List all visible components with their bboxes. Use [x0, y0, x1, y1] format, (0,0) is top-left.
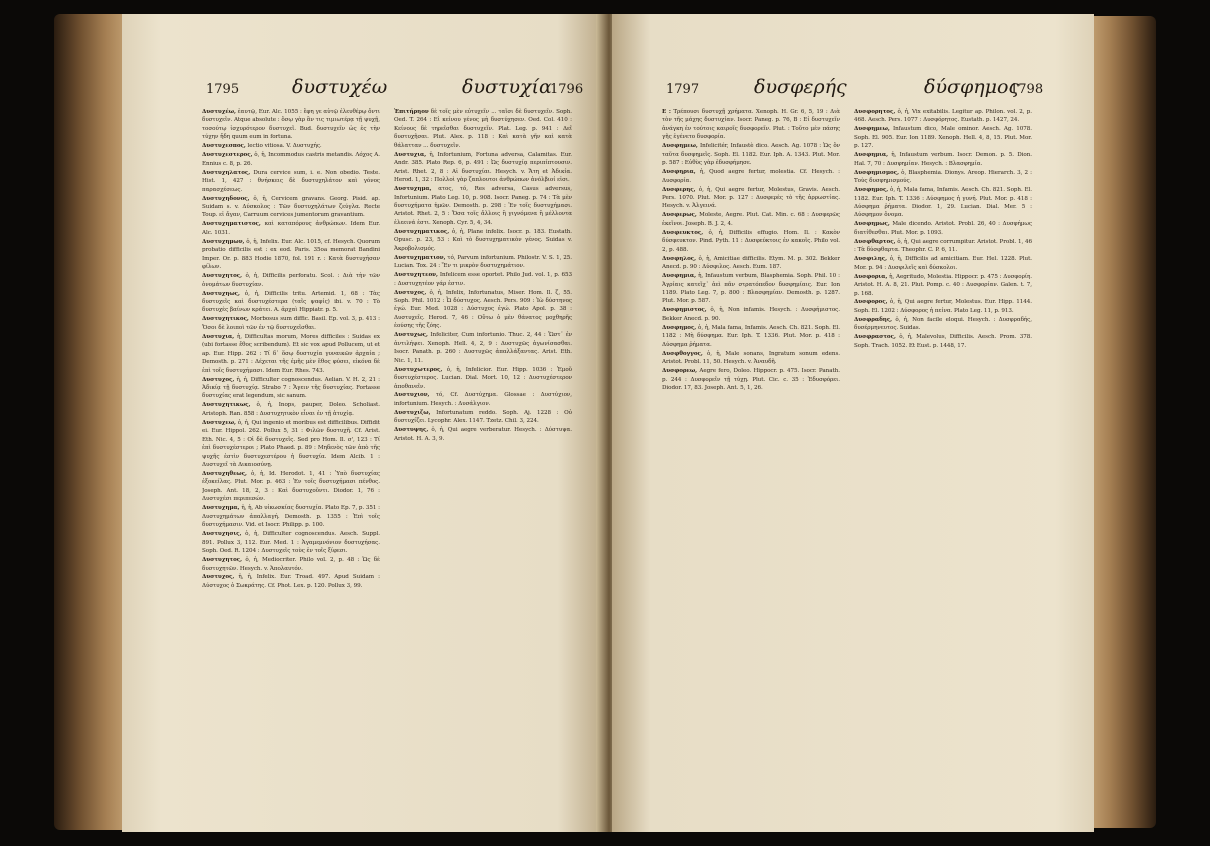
left-page-columns [202, 108, 578, 798]
dictionary-entry [202, 290, 380, 315]
dictionary-entry [662, 211, 840, 228]
entry-lemma: Δυστυχηλατος, [202, 169, 251, 176]
entry-lemma: Δυσφθογγος, [662, 350, 703, 357]
dictionary-entry [202, 556, 380, 573]
dictionary-column [202, 108, 380, 798]
entry-lemma: Δυστυχηματικος, [394, 228, 450, 235]
entry-text: Infelicem esse oportet. Philo Jud. vol. 1, p. 653 : Δυστυχητέον γάρ ἐστιν. [394, 272, 572, 287]
entry-text: Infelicitér, Infaustè dico. Aesch. Ag. 1078 : Ὡς ὃν ταῦτα δυσφημεῖς. Soph. El. 1182. Eur. Iph. A. 1343. Plut. Mor. p. 587 : Εὐθὺς γὰρ ἐδυσφήμησε. [662, 143, 840, 167]
dictionary-entry [662, 142, 840, 167]
entry-text: ὁ, ἡ, Difficilis ad amicitiam. Eur. Hel. 1228. Plut. Mor. p. 94 : Δυσφιλεῖς καὶ δύσκολοι. [854, 256, 1032, 271]
entry-text: ἡ, Aegritudo, Molestia. Hippocr. p. 475 : Δυσφορίη. Aristot. H. A. 8, 21. Plut. Pomp. c. 40 : Δυσφορίαν. Galen. t. 7, p. 168. [854, 273, 1032, 297]
running-headword: δυστυχέω [292, 76, 388, 98]
entry-text: ατος, τό, Res adversa, Casus adversus, Infortunium. Plato Leg. 10, p. 908. Isocr. Paneg. p. 74 : Τὰ μὲν δυστυχήματα ἡμῶν. Demosth. p. 298 : Ἐν τοῖς δυστυχήμασι. Aristot. Rhet. 2, 5 : Ὅσα τοῖς ἄλλοις ἢ γιγνόμενα ἢ μέλλοντα ἐλεεινά ἐστι. Xenoph. Cyr. 5, 4, 34. [394, 186, 572, 226]
dictionary-column [394, 108, 572, 798]
dictionary-entry [854, 273, 1032, 298]
entry-lemma: Δυσφημεω, [662, 143, 698, 150]
dictionary-entry [662, 255, 840, 272]
running-headword: δυστυχία [462, 76, 552, 98]
dictionary-entry [202, 504, 380, 529]
entry-text: Infeliciter, Cum infortunio. Thuc. 2, 44 : Ὥστ᾽ ἐν ἀντιλήψει. Xenoph. Hell. 4, 2, 9 : Δυστυχῶς ἀγωνίσασθαι. Isocr. Panath. p. 260 : Δυστυχῶς ἀπαλλάξαντας. Arist. Eth. Nic. 1, 11. [394, 332, 572, 364]
entry-lemma: Δυσφημος, [662, 324, 697, 331]
entry-text: ὁ, ἡ, Non facile eloqui. Hesych. : Δυσφραδής, δυσέρμηνευτος. Suidas. [854, 316, 1032, 332]
dictionary-entry [394, 108, 572, 150]
entry-lemma: Δυστυχια, [202, 333, 235, 340]
entry-lemma: Δυσφημιστος, [662, 307, 707, 314]
dictionary-entry [854, 238, 1032, 255]
entry-text: lectio vitiosa. V. Δυστυχής. [245, 143, 322, 150]
dictionary-entry [202, 333, 380, 375]
entry-text: καὶ καταπόρους ἀνθρώπων. Idem Eur. Alc. 1031. [202, 221, 380, 236]
right-page-columns [662, 108, 1064, 798]
entry-text: Male dicendo. Aristot. Probl. 26, 40 : Δυσφήμως διατίθεσθαι. Plut. Mor. p. 1093. [854, 221, 1032, 236]
dictionary-entry [854, 220, 1032, 237]
entry-text: ὁ, ἡ, Mala fama, Infamis. Aesch. Ch. 821. Soph. El. 1182 : Μὴ δύσφημα. Eur. Iph. T. 1336. Plut. Mor. p. 418 : Δύσφημα ῥήματα. [662, 324, 840, 348]
entry-lemma: Δυσφορεω, [662, 368, 698, 375]
entry-text: ὁ, ἡ, Difficilis effugio. Hom. Il. : Κακὸν δύσφευκτον. Pind. Pyth. 11 : Δυσφεύκτοις ἐν κακοῖς. Philo vol. 2, p. 488. [662, 229, 840, 253]
dictionary-entry [202, 142, 380, 150]
dictionary-entry [854, 186, 1032, 220]
entry-text: τό, Parvum infortunium. Philostr. V. S. 1, 25. Lucian. Tox. 24 : Ἕν τι μικρὸν δυστυχημάτιον. [394, 254, 572, 270]
dictionary-entry [202, 220, 380, 237]
entry-lemma: Δυστυχητος, [202, 557, 243, 564]
entry-text: ὁ, ἡ, Infelicior. Eur. Hipp. 1036 : Ἐμοῦ δυστυχέστερος. Lucian. Dial. Mort. 10, 12 : Δυστυχέστερον ἀποθανεῖν. [394, 366, 572, 390]
right-page [612, 14, 1094, 832]
left-page-header [122, 76, 606, 100]
dictionary-entry [202, 530, 380, 555]
dictionary-entry [202, 419, 380, 470]
entry-lemma: Ἐπιτήρηον [394, 109, 429, 115]
entry-text: Infortunatum reddo. Soph. Aj. 1228 : Οὐ δυστυχίζει. Lycophr. Alex. 1147. Tzetz. Chil. 3, 224. [394, 409, 572, 425]
dictionary-entry [202, 401, 380, 418]
entry-text: ὁ, ἡ, Non infamis. Hesych. : Δυσφήμιστος. Bekker Anecd. p. 90. [662, 307, 840, 322]
entry-lemma: Δυστυχιον, [394, 392, 430, 399]
dictionary-entry [662, 186, 840, 211]
entry-text: ὁ, Blasphemia. Dionys. Areop. Hierarch. 3, 2 : Τοὺς δυσφημισμούς. [854, 169, 1032, 185]
entry-text: ἑαυτῷ, Eur. Alc. 1055 : ἔφη γε αὐτῷ ἐλευθέρῳ ὄντι δυστυχεῖν. Atque absolute : ὅσῳ γὰρ ἂν τις τιμιωτέρᾳ τῇ ψυχῇ, τοσούτῳ ἰσχυρότερον δυστυχεῖ. Bud. δυστυχεῖν ὡς ἐς τὴν τύχην ἤδη quum eum in fortuna. [202, 109, 380, 141]
entry-text: ὁ, ἡ, Inops, pauper, Doleo. Scholiast. Aristoph. Ran. 858 : Δυστυχητικὸν εἶναι ἐν τῇ ἀτυχίᾳ. [202, 402, 380, 417]
book-edge-left [54, 14, 128, 830]
entry-text: Moleste, Aegre. Plut. Cat. Min. c. 68 : Δυσφερῶς ἐκεῖνοι. Joseph. B. J. 2, 4. [662, 212, 840, 227]
entry-lemma: Δυσφημια, [662, 273, 697, 280]
dictionary-entry [202, 272, 380, 289]
dictionary-entry [662, 324, 840, 349]
running-headword: δυσφερής [754, 76, 847, 98]
dictionary-entry [394, 391, 572, 408]
left-page [122, 14, 606, 832]
entry-lemma: Δυσφευκτος, [662, 229, 704, 236]
dictionary-entry [854, 169, 1032, 186]
book-edge-right [1090, 16, 1156, 828]
dictionary-entry [854, 255, 1032, 272]
dictionary-entry [662, 367, 840, 392]
right-page-header [612, 76, 1094, 100]
dictionary-entry [394, 289, 572, 331]
dictionary-column [854, 108, 1032, 798]
dictionary-entry [202, 238, 380, 272]
entry-lemma: Δυστυχηως, [202, 290, 240, 297]
entry-lemma: Δυστυχηδονος, [202, 195, 250, 202]
entry-lemma: Δυστυχέω, [202, 109, 236, 115]
entry-lemma: Δυστυχηθεως, [202, 471, 247, 478]
page-number: 1795 [206, 82, 240, 97]
entry-lemma: Δυσφημως, [854, 221, 890, 228]
entry-lemma: Δυσφραδης, [854, 316, 893, 323]
dictionary-column [662, 108, 840, 798]
dictionary-entry [394, 151, 572, 185]
entry-lemma: Δυστυχεω, [202, 419, 236, 426]
entry-text: ἡ, ἡ, Ab υἱκωσκίας δυστυχία. Plato Ep. 7, p. 351 : Δυστυχημάτων ἀπαλλαγή. Demosth. p. 1355 : Ἐπὶ τοῖς δυστυχήμασιν. Vid. et Isocr. Philipp. p. 100. [202, 505, 380, 529]
dictionary-entry [202, 376, 380, 401]
entry-lemma: Δυσφορητος, [854, 109, 896, 115]
entry-text: ὁ, ἡ, Incommodus castris metandis. Λόχος A. Ennius c. 8, p. 26. [202, 152, 380, 167]
dictionary-entry [394, 254, 572, 271]
entry-text: ἡ, Quod aegre fertur, molestia. Cf. Hesych. : Δυσφορία. [662, 169, 840, 184]
dictionary-entry [202, 470, 380, 504]
entry-text: ὁ, ἡ, Cervicem gravans. Georg. Pisid. ap. Suidam s. v. Δύσκολος : Τῶν δυστυχηλάτων ζεύγλα. Recte Toup. εἰ ἄγαν, Carruum cervices jumentorum gravantium. [202, 195, 380, 219]
entry-lemma: Δυσφορια, [854, 273, 888, 280]
entry-lemma: Δυστυχημα, [202, 505, 240, 512]
entry-lemma: Δυσφηλος, [662, 255, 697, 262]
dictionary-entry [202, 195, 380, 220]
entry-lemma: Δυστυχος, [394, 289, 427, 296]
entry-text: Dura cervice sum, i. e. Non obedio. Teste. Hist. 1, 427 : θνήσκεις δὲ δυστυχηλάτον καὶ γόνος παρασχέσεως. [202, 169, 380, 193]
entry-text: ἡ, Infaustum verbum. Isocr. Demon. p. 5. Dion. Hal. 7, 70 : Δυσφημίαν. Hesych. : Βλασφημία. [854, 152, 1032, 167]
entry-lemma: Δυστυχητος, [202, 273, 243, 280]
entry-lemma: Δυσφορος, [854, 299, 888, 306]
entry-lemma: Δυστυχιζω, [394, 409, 431, 416]
entry-lemma: Ε : [662, 109, 671, 115]
dictionary-entry [662, 272, 840, 306]
dictionary-entry [662, 229, 840, 254]
dictionary-entry [202, 169, 380, 194]
entry-lemma: Δυσφθαρτος, [854, 238, 896, 245]
entry-text: ἡ, ἡ, Difficulter cognoscendus. Aelian. V. H. 2, 21 : Ἀδικίᾳ τῇ δυστυχίᾳ. Strabo 7 : Ἄγειν τῆς δυστυχίας. Fortasse δυστυχίας erat legendum, sic sanum. [202, 376, 380, 400]
dictionary-entry [394, 426, 572, 443]
entry-text: Morbosus sum diffic. Basil. Ep. vol. 3, p. 413 : Ὅσοι δὲ λοιποὶ τῶν ἐν τῷ δυστυχεῖσθαι. [202, 316, 380, 331]
dictionary-entry [854, 108, 1032, 125]
entry-text: ὁ, ἡ, Amicitiae difficilis. Etym. M. p. 302. Bekker Anecd. p. 90 : Δύσφιλος. Aesch. Eum. 187. [662, 255, 840, 271]
entry-lemma: Δυστυχημα, [394, 186, 432, 193]
entry-lemma: Δυστυχηματιστος, [202, 221, 261, 228]
entry-lemma: Δυσφραστος, [854, 334, 896, 341]
dictionary-entry [662, 168, 840, 185]
entry-text: ἡ, Infaustum verbum, Blasphemia. Soph. Phil. 10 : Ἀγρίαις κατεῖχ᾽ ἀεὶ πᾶν στρατόπεδον δυσφημίαις. Eur. Ion 1189. Plato Leg. 7, p. 800 : Βλασφημίαν. Demosth. p. 1287. Plut. Mor. p. 587. [662, 273, 840, 305]
entry-lemma: Δυσφημισμος, [854, 169, 899, 176]
dictionary-entry [854, 316, 1032, 333]
dictionary-entry [662, 108, 840, 142]
entry-text: Infaustum dico, Male ominor. Aesch. Ag. 1078. Soph. El. 905. Eur. Ion 1189. Xenoph. Hell. 4, 8, 15. Plut. Mor. p. 127. [854, 126, 1032, 150]
entry-text: ὁ, ἡ, Qui aegre verberatur. Hesych. : Δύστυψα. Aristot. H. A. 3, 9. [394, 427, 572, 442]
dictionary-entry [394, 409, 572, 426]
page-number: 1798 [1010, 82, 1044, 97]
dictionary-entry [394, 331, 572, 365]
entry-text: Τρέπουσι δυστυχῇ χρήματα. Xenoph. H. Gr. 6, 5, 19 : Διὰ τὸν τῆς μάχης δυστυχίαν. Isocr. Paneg. p. 76, B : Εἰ δυστυχεῖν ἀνάγκη ἐν τούτοις καιροῖς δυσφορεῖν. Plut. : Τοῦτο μὲν πάσης γῆς ἐγένετο δυσφορία. [662, 109, 840, 141]
entry-lemma: Δυσφιλης, [854, 256, 888, 263]
dictionary-entry [394, 366, 572, 391]
entry-text: δὲ τοῖς μὲν εὐτυχεῖν ... ταῖσι δὲ δυστυχεῖν. Soph. Oed. T. 264 : Εἰ κείνου γένος μὴ δυστύχησεν. Oed. Col. 410 : Κείνους δὲ τηρεῖσθαι δυστυχεῖν. Plat. Leg. p. 941 : Δεῖ δυστυχῆσαι. Plut. Alex. p. 118 : Καὶ κατὰ γῆν καὶ κατὰ θάλατταν ... δυστυχεῖν. [394, 109, 572, 149]
entry-text: ὁ, ἡ, Mala fama, Infamis. Aesch. Ch. 821. Soph. El. 1182. Eur. Iph. T. 1336 : Δύσφημος ἡ γυνή. Plut. Mor. p. 418 : Δύσφημα ῥήματα. Diodor. 1, 29. Lucian. Dial. Mer. 5 : Δύσφημον ὄνομα. [854, 187, 1032, 219]
entry-text: ὁ, ἡ, Infelix. Eur. Alc. 1015, cf. Hesych. Quorum probatio difficilis est : ex eod. Paris. 35oa memorat Bandini Imper. Or. p. 883 Hodie 1870, fol. 191 r. : Κατὰ δυστυχήσαν φίλων. [202, 238, 380, 271]
dictionary-entry [854, 125, 1032, 150]
entry-lemma: Δυστυχηματιον, [394, 254, 446, 261]
entry-lemma: Δυστυχητικος, [202, 316, 249, 323]
entry-lemma: Δυστυχητεον, [394, 272, 438, 279]
entry-text: ὁ, ἡ, Qui ingenio et moribus est difficilibus. Diffidit ei. Eur. Hippol. 262. Pollux 5, 31 : Φιλῶν δυστυχῆ. Cf. Arist. Eth. Nic. 4, 5 : Οἱ δὲ δυστυχεῖς. Sed pro Hom. Il. σ', 123 : Τί ἐπὶ δυστυχέστεροι ; Plato Phaed. p. 89 : Μηδενὸς τῶν ἀπὸ τῆς ψυχῆς ἐστὶν δυστυχεστέρου ἡ δυστυχία. Idem Alcib. 1 : Δυστυχεῖ τὰ Δικαιοσύνῃ. [202, 419, 380, 469]
entry-text: ὁ, ἡ, Difficilis perforatu. Scol. : Διὰ τὴν τῶν ὀνομάτων δυστυχίαν. [202, 273, 380, 288]
entry-lemma: Δυσφηρια, [662, 169, 696, 176]
entry-lemma: Δυστυχος, [202, 574, 235, 581]
entry-text: ὁ, ἡ, Plane infelix. Isocr. p. 183. Eustath. Opusc. p. 23, 53 : Καὶ τὸ δυστυχηματικὸν γένος. Suidas v. Ἀκροβολισμός. [394, 228, 572, 252]
dictionary-entry [662, 306, 840, 323]
entry-lemma: Δυστυχημων, [202, 238, 245, 245]
entry-lemma: Δυσφημια, [854, 152, 889, 159]
entry-text: ὁ, ἡ, Male sonans, Ingratum sonum edens. Aristot. Probl. 11, 50. Hesych. v. Ἀναυδῆ. [662, 350, 840, 366]
entry-text: ἡ, Difficultas morum, Mores difficiles : Suidas ex (ubi fortasse ἔθος scribendum). Et sic vox apud Pollucem, ut et ap. Eur. Hipp. 262 : Τί δ᾽ ὅσῳ δυστυχία γυναικῶν ἀρχαία ; Demosth. p. 271 : Δέχεται τῆς ἐμῆς μὲν ἔθος φύσει, εἰκόνα δὲ ἐπὶ τοῖς δυστυχήμασι. Idem Eur. Rhes. 743. [202, 333, 380, 374]
dictionary-entry [394, 185, 572, 227]
entry-lemma: Δυστυχησις, [202, 531, 242, 538]
running-headword: δύσφημος [924, 76, 1020, 98]
entry-text: ὁ, ἡ, Malevolus, Difficilis. Aesch. Prom. 378. Soph. Trach. 1052. Et Eust. p. 1448, 17. [854, 334, 1032, 349]
dictionary-entry [202, 108, 380, 142]
dictionary-entry [202, 573, 380, 590]
entry-text: ὁ, ἡ, Id. Herodot. 1, 41 : Ὑπὸ δυστυχίας ἐξοκείλας. Plut. Mor. p. 463 : Ἐν τοῖς δυστυχήμασι πένθος. Joseph. Ant. 18, 2, 3 : Καὶ δυστυχοῦντι. Diodor. 1, 76 : Δυστυχέσι περιπεσών. [202, 471, 380, 503]
entry-lemma: Δυστυχητικως, [202, 402, 251, 409]
entry-text: ὁ, ἡ, Qui aegre corrumpitur. Aristot. Probl. 1, 46 : Τὰ δύσφθαρτα. Theophr. C. P. 6, 11. [854, 238, 1032, 254]
page-number: 1796 [550, 82, 584, 97]
entry-lemma: Δυσφημεω, [854, 126, 890, 133]
dictionary-entry [202, 151, 380, 168]
entry-lemma: Δυστυχεστερος, [202, 152, 253, 159]
entry-text: τό, Cf. Δυστύχημα. Glossae : Δυστύχιον, infortunium. Hesych. : Δυσάλγιον. [394, 392, 572, 407]
entry-lemma: Δυσφερως, [662, 212, 697, 219]
entry-text: ὁ, ἡ, Qui aegre fertur, Molestus, Gravis. Aesch. Pers. 1070. Plut. Mor. p. 127 : Δυσφερὲς τὸ τῆς ἀρρωστίας. Hesych. v. Ἀλγεινά. [662, 186, 840, 210]
entry-text: Aegre fero, Doleo. Hippocr. p. 475. Isocr. Panath. p. 244 : Δυσφορεῖν τῇ τύχῃ. Plut. Cic. c. 35 : Ἐδυσφόρει. Diodor. 17, 83. Joseph. Ant. 5, 1, 26. [662, 368, 840, 391]
entry-text: ὁ, ἡ, Infelix, Infortunatus, Miser. Hom. Il. ζ, 55. Soph. Phil. 1012 : Ὦ δύστυχος. Aesch. Pers. 909 : Ἰὼ δύστηνος ἐγώ. Eur. Med. 1028 : Δύστυχος ἐγώ. Plato Apol. p. 38 : Δυστυχεῖς. Herod. 7, 46 : Οὕτω ὁ μὲν θάνατος μοχθηρῆς ἐούσης τῆς ζόης. [394, 289, 572, 330]
entry-lemma: Δυστυχως, [394, 332, 428, 339]
entry-text: ὁ, ἡ, Vix exitabilis. Legitur ap. Philon. vol. 2, p. 468. Aesch. Pers. 1077 : Δυσφόρητος. Eustath. p. 1427, 24. [854, 109, 1032, 124]
entry-lemma: Δυστυχεσπος, [202, 143, 246, 150]
entry-lemma: Δυσφημος, [854, 187, 889, 194]
entry-text: ἡ, ἡ, Infelix. Eur. Troad. 497. Apud Suidam : Δύστυχος ὁ Σωκράτης. Cf. Phot. Lex. p. 120. Pollux 3, 99. [202, 574, 380, 589]
entry-lemma: Δυσφερης, [662, 186, 696, 193]
entry-text: ὁ, ἡ, Difficilis tritu. Artemid. 1, 68 : Τὰς δυστυχεῖς καὶ δυστυχέστερα (ταῖς ψαφίς) ibi. v. 70 : Τὸ δυστυχὲς βαίνων κράτει. A. ἀρχαὶ Hippiatr. p. 5. [202, 290, 380, 314]
entry-text: ἡ, Infortunium, Fortuna adversa, Calamitas. Eur. Andr. 385. Plato Rep. 6, p. 491 : Ὡς δυστυχίᾳ περιπίπτουσιν. Arist. Rhet. 2, 8 : Αἱ δυστυχίαι. Hesych. v. Ἄτη et Ἀδικία. Herod. 1, 32 : Πολλοὶ γὰρ ζαπλουτοι ἀνθρώπων ἀνόλβιοί εἰσι. [394, 151, 572, 184]
entry-lemma: Δυστυχια, [394, 151, 427, 158]
entry-text: ὁ, ἡ, Difficulter cognoscendus. Aesch. Suppl. 891. Pollux 3, 112. Eur. Med. 1 : Ἀγαμεμνόνιον δυστυχήσας. Soph. Oed. R. 1204 : Δυστυχεῖς τοὺς ἐν τοῖς ξίφεσι. [202, 531, 380, 555]
entry-lemma: Δυστυψης, [394, 427, 429, 434]
dictionary-entry [854, 151, 1032, 168]
entry-lemma: Δυστυχωτερος, [394, 366, 443, 373]
dictionary-entry [854, 298, 1032, 315]
dictionary-entry [854, 333, 1032, 350]
entry-text: ὁ, ἡ, Mediocriter. Philo vol. 2, p. 48 : Ὡς δὲ δυστυχητῶν. Hesych. v. Ἀπολαυτόν. [202, 557, 380, 572]
page-number: 1797 [666, 82, 700, 97]
dictionary-entry [394, 271, 572, 288]
entry-text: ὁ, ἡ, Qui aegre fertur, Molestus. Eur. Hipp. 1144. Soph. El. 1202 : Δύσφορος ἡ πείνα. Plato Leg. 11, p. 913. [854, 299, 1032, 314]
entry-lemma: Δυστυχος, [202, 376, 235, 383]
dictionary-entry [662, 350, 840, 367]
dictionary-entry [394, 228, 572, 253]
dictionary-entry [202, 315, 380, 332]
